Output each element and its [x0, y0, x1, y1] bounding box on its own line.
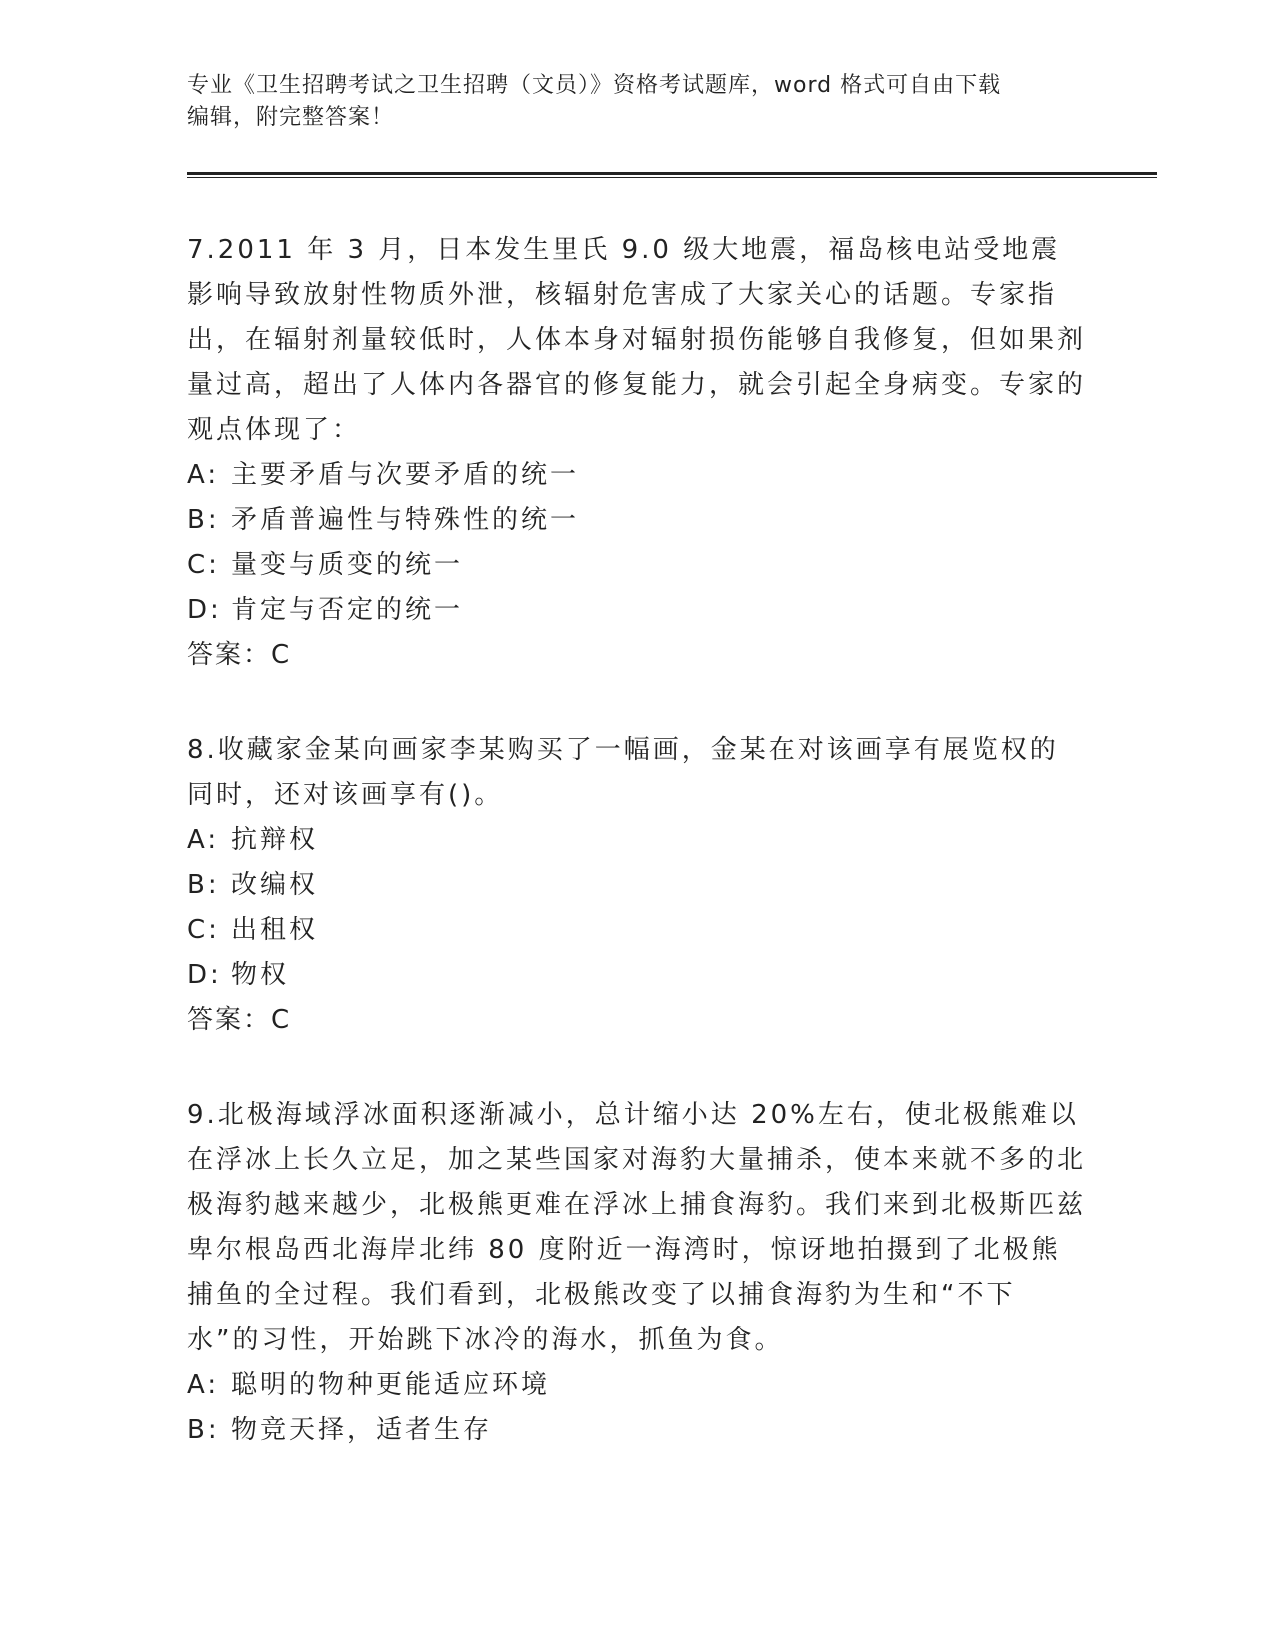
option-letter: B:	[187, 1415, 220, 1445]
option-text: 改编权	[231, 870, 319, 900]
option-d	[187, 953, 1157, 998]
option-b	[187, 498, 1157, 543]
option-text: 聪明的物种更能适应环境	[231, 1370, 551, 1400]
question-8	[187, 728, 1157, 1043]
answer-line: 答案：C	[187, 1005, 292, 1035]
option-text: 物竞天择，适者生存	[231, 1415, 493, 1445]
option-letter: B:	[187, 505, 220, 535]
option-c	[187, 908, 1157, 953]
header-line-1: 专业《卫生招聘考试之卫生招聘（文员）》资格考试题库，word 格式可自由下载	[187, 73, 1002, 98]
option-text: 矛盾普遍性与特殊性的统一	[231, 505, 580, 535]
question-stem: 7.2011 年 3 月，日本发生里氏 9.0 级大地震，福岛核电站受地震影响导致放射性物质外泄，核辐射危害成了大家关心的话题。专家指出，在辐射剂量较低时，人体本身对辐射损伤能够自我修复，但如果剂量过高，超出了人体内各器官的修复能力，就会引起全身病变。专家的观点体现了：	[187, 235, 1087, 445]
question-7	[187, 228, 1157, 678]
option-text: 量变与质变的统一	[231, 550, 464, 580]
header-line-2: 编辑，附完整答案！	[187, 105, 395, 130]
question-stem: 9.北极海域浮冰面积逐渐减小，总计缩小达 20%左右，使北极熊难以在浮冰上长久立足，加之某些国家对海豹大量捕杀，使本来就不多的北极海豹越来越少，北极熊更难在浮冰上捕食海豹。我们来到北极斯匹兹卑尔根岛西北海岸北纬 80 度附近一海湾时，惊讶地拍摄到了北极熊捕鱼的全过程。我们看到，北极熊改变了以捕食海豹为生和“不下水”的习性，开始跳下冰冷的海水，抓鱼为食。	[187, 1100, 1087, 1355]
option-a	[187, 1363, 1157, 1408]
option-b	[187, 1408, 1157, 1453]
question-stem: 8.收藏家金某向画家李某购买了一幅画，金某在对该画享有展览权的同时，还对该画享有()。	[187, 735, 1059, 810]
header-divider	[187, 172, 1157, 178]
question-list	[187, 228, 1157, 1453]
option-letter: D:	[187, 960, 222, 990]
option-letter: C:	[187, 915, 220, 945]
question-9	[187, 1093, 1157, 1453]
option-letter: A:	[187, 825, 220, 855]
option-a	[187, 818, 1157, 863]
answer-line: 答案：C	[187, 640, 292, 670]
option-letter: B:	[187, 870, 220, 900]
option-letter: D:	[187, 595, 222, 625]
option-letter: A:	[187, 1370, 220, 1400]
option-text: 出租权	[231, 915, 319, 945]
option-text: 抗辩权	[231, 825, 319, 855]
option-c	[187, 543, 1157, 588]
option-d	[187, 588, 1157, 633]
option-a	[187, 453, 1157, 498]
option-letter: C:	[187, 550, 220, 580]
option-text: 物权	[231, 960, 290, 990]
option-letter: A:	[187, 460, 220, 490]
document-header	[187, 70, 1067, 134]
option-text: 主要矛盾与次要矛盾的统一	[231, 460, 580, 490]
option-text: 肯定与否定的统一	[231, 595, 464, 625]
document-page	[187, 70, 1157, 1503]
option-b	[187, 863, 1157, 908]
